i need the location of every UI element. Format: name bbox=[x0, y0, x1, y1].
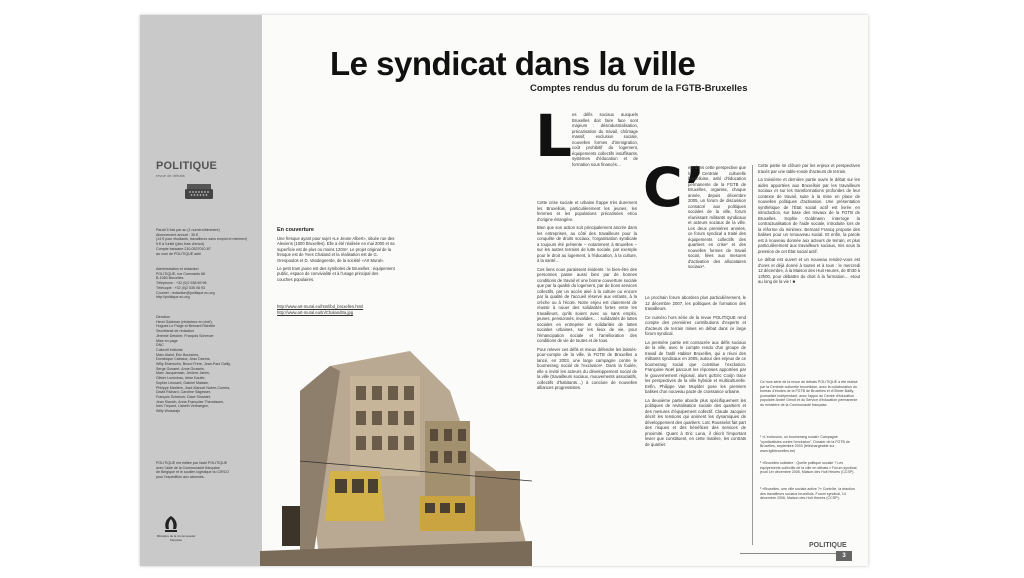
col1-paragraph-2: Cette crise sociale et urbaine frappe très durement les Bruxellois, particulièrement les jeunes, les femmes et les populations précarisées et/ou d'origine étrangère. bbox=[537, 200, 637, 222]
sidebar bbox=[140, 15, 262, 566]
article-col2-intro: est dans cette perspective que la Centrale culturelle bruxelloise, asbl d'éducation permanente de la FGTB de Bruxelles, organise, chaque année, depuis décembre 2005, un forum de discussion consacré aux politiques sociales de la ville, forum réunissant militants syndicaux et acteurs sociaux de la ville. Les deux premières années, ce forum syndical a traité des équipements collectifs des quartiers en crise² et des nouvelles formes de travail social, liées aux mesures d'activation des allocataires sociaux³. bbox=[688, 165, 746, 269]
article-col3 bbox=[758, 163, 860, 288]
subscription-info: Paraît 5 fois par an (1 numéro/bimestre) Abonnement annuel : 30 € (14 € pour étudiants, travailleurs sans emploi et minimex) 5 € à l'unité (plus frais d'envoi) Compte bancaire 210-0537010-87 au nom de POLITIQUE asbl bbox=[156, 228, 248, 256]
cover-link-1[interactable]: http://www.art-mural.eu/html/bd_bruxelles.html bbox=[277, 304, 364, 309]
cover-caption-p1: Une fresque ayant pour sujet «Le Jeune Albert», située rue des Alexiens (1000 Bruxelles). Elle a été réalisée en mai 2000 et sa superficie est de plus ou moins 120m². Le projet original de la fresque est de Yves Chaland et la réalisation est de G. Oreopoulos et D. Vandegeerde, de la société «Art Mural». bbox=[277, 236, 395, 263]
publisher-note: POLITIQUE est éditée par l'asbl POLITIQUE avec l'aide de la Communauté française de Belgique et le soutien logistique du CIRCO pour l'expédition aux abonnés. bbox=[156, 461, 230, 480]
mural-illustration bbox=[260, 331, 532, 566]
col3-paragraph-2: La troisième et dernière partie ouvre le débat sur les aides apportées aux Bruxellois par les travailleurs sociaux et sur les transformations profondes de leur contexte de travail, suite à la mise en place de nouvelles politiques d'activation. Une présentation synthétique de l'État social actif est livrée en introduction, sur base des travaux de la FGTB de Bruxelles. Sophie Goldmann interroge la contractualisation de l'aide sociale, introduite lors de la réforme du minimex. Bernard Francq propose des balises pour un renouveau social. Et enfin, la parole est à nouveau donnée aux acteurs de terrain, et plus particulièrement aux travailleurs sociaux, mis sous la pression de cet État social actif. bbox=[758, 177, 860, 254]
production-note: Ce hors série de la revue de débats POLITIQUE a été réalisé par la Centrale culturelle bruxelloise, avec la collaboration du bureau d'études de la FGTB de Bruxelles et d'Olivier Bailly, journaliste indépendant, avec l'appui du Centre d'éducation populaire André Genot et du Service d'éducation permanente du ministère de la Communauté française. bbox=[760, 380, 858, 407]
typewriter-icon bbox=[184, 182, 214, 202]
col2-paragraph-2: Le prochain forum abordera plus particulièrement, le 12 décembre 2007, les politiques de formation des travailleurs. bbox=[645, 295, 746, 311]
cover-caption-title: En couverture bbox=[277, 227, 314, 233]
dropcap-c: C’ bbox=[643, 156, 706, 219]
magazine-page bbox=[140, 15, 868, 566]
dropcap-l: L bbox=[535, 102, 572, 170]
footnote-1: ¹ «L'exclusion, un boomerang social» Campagne "syndicalistes contre l'exclusion", Dossier de la FGTB de Bruxelles, septembre 2003 (téléchargeable sur www.fgtbbruxelles.be) bbox=[760, 435, 850, 453]
footnote-3: ³ «Bruxelles, une ville sociale active ?» Contrôle, la réaction des travailleurs sociaux bruxellois. Forum syndical, 14 décembre 2006, Maison des Huit Heures (CCSP). bbox=[760, 487, 855, 501]
footer-rule bbox=[740, 553, 836, 554]
article-col2 bbox=[645, 295, 746, 450]
administration-info: Administration et rédaction POLITIQUE, rue Coenraets 68 B-1060 Bruxelles Téléphone : +32 (0)2 538 69 96 Télécopie : +32 (0)2 535 06 93 Courriel : redaction@politique.eu.org http://politique.eu.org bbox=[156, 267, 215, 300]
col1-paragraph-4: Ces liens nous paraissent évidents : le bien-être des personnes passe aussi bien par de bonnes conditions de travail et une bonne couverture sociale que par la qualité du logement, par de bons services collectifs, par un accès aisé à la culture ou encore par la qualité de l'accueil réservé aux enfants, à la crèche ou à l'école. Notre enjeu est clairement de réussir à nouer des solidarités fortes entre les travailleurs, qu'ils soient avec ou sans emploi, jeunes, pensionnés, invalides… : solidarités de luttes sociales en entreprise et solidarités de luttes sociales urbaines, sur les lieux de vie, pour l'émancipation sociale et l'amélioration des conditions de vie de toutes et de tous. bbox=[537, 266, 637, 343]
footnote-2: ² «Bruxelles solidaire : Quelle politique sociale ? Les équipements collectifs de la ville en débats.» Forum syndical, jeudi 1er décembre 2005, Maison des Huit Heures (CCSP). bbox=[760, 461, 858, 475]
col2-paragraph-5: La deuxième partie aborde plus spécifiquement les politiques de revitalisation sociale des quartiers et des mesures d'équipement collectif. Claude Jacquier décrit les tensions qui animent les dynamiques de développement des quartiers. Loïc Rousselot fait part des risques et des bénéfices des services de proximité. Quant à Eric Luna, il décrit l'important levier que constituent, en cette matière, les contrats de quartier. bbox=[645, 397, 746, 447]
cover-caption-p2: Le petit tram jaune est des symboles de Bruxelles : équipement public, espace de convivialité et à l'usage principal des couches populaires. bbox=[277, 266, 395, 282]
col3-paragraph-3: Le débat est ouvert et un nouveau rendez-vous est d'ores et déjà donné à toutes et à tous : le mercredi 12 décembre, à la Maison des Huit Heures, de 8h30 à 13h00, pour débattre du droit à la formation… etout au long de la vie ! ■ bbox=[758, 257, 860, 284]
col2-paragraph-4: La première partie est consacrée aux défis sociaux de la ville, avec le compte rendu d'un groupe de travail de l'asbl Habiter Bruxelles, qui a réuni des militants syndicaux en 2005, autour des enjeux de ce boomerang social que constitue l'exclusion. Françoise Noël parcourt les réponses apportées par le gouvernement régional, alors qu'Eric Corijn trace les perspectives de la ville hybride et multiculturelle. Enfin, Philippe Van Muylder pose les premiers balises d'un nouveau pacte de croissance urbaine. bbox=[645, 339, 746, 394]
ministry-logo-text: Ministère de la Communauté française bbox=[156, 534, 196, 542]
cover-link-2[interactable]: http://www.art-mural.eu/tn/Chalandtra.jpg bbox=[277, 310, 354, 315]
col1-paragraph-5: Pour relever ces défis et mieux défendre les laissés-pour-compte de la ville, la FGTB de Bruxelles a lancé, en 2003, une large campagne contre le boomerang social de l'exclusion¹. Dans la foulée, elle a invité les acteurs du développement social de la ville (travailleurs sociaux, mouvements associatifs, collectifs d'habitants…) à conclure de nouvelles alliances progressistes. bbox=[537, 346, 637, 390]
page-number: 3 bbox=[836, 551, 852, 561]
col3-paragraph-1: Cette partie se clôture par les enjeux et perspectives tracés par une table-ronde d'acteurs de terrain. bbox=[758, 163, 860, 174]
sidebar-brand: POLITIQUE bbox=[156, 160, 218, 172]
col1-paragraph-3: Bien que son action soit principalement ancrée dans les entreprises, au côté des travailleurs pour la conquête de droits sociaux, l'organisation syndicale a toujours été présente – notamment à Bruxelles – sur les autres terrains de lutte sociale, par exemple pour le droit au logement, à l'éducation, à la culture, à la santé… bbox=[537, 225, 637, 263]
cover-caption-text bbox=[277, 236, 395, 282]
page-subtitle: Comptes rendus du forum de la FGTB-Bruxelles bbox=[530, 83, 748, 94]
footer-brand: POLITIQUE bbox=[809, 542, 847, 549]
col2-paragraph-3: Ce numéro hors série de la revue POLITIQUE rend compte des premières contributions d'experts et d'acteurs de terrain mises en débat dans ce large forum syndical. bbox=[645, 314, 746, 336]
column-divider bbox=[752, 165, 753, 545]
article-col1-intro: es défis sociaux auxquels Bruxelles doit faire face sont majeurs : désindustrialisation, précarisation du travail, chômage massif, exclusion sociale, nouvelles formes d'immigration, coût prohibitif du logement, équipements collectifs insuffisants, systèmes d'éducation et de formation sous financés… bbox=[572, 112, 638, 167]
page-title: Le syndicat dans la ville bbox=[330, 45, 696, 82]
sidebar-brand-subtitle: revue de débats bbox=[156, 173, 185, 178]
editorial-team: Direction Henri Goldman (rédacteur en chef), Hugues Le Paige et Bernard Richelle Secrétariat de rédaction Jérémie Detober, François Schreuer Mise en page DNC Collectif éditorial Marc Alaluf, Éric Boursiers, Dominique Cabiaux, Jean Daems, Willy Estersohn, Bruno Frère, Jean-Paul Gailly, Serge Govaert, Anne Gruwels, Marc Jacquemain, Jérôme Jamin, Olivier Lumineau, Irène Kaufer, Sophie Léonard, Gabriel Maissin, Philippe Marlière, José-Manuel Nobre-Correia, David Richard, Caroline Sägesser, François Schreuer, Dave Sinardet, Jean Slavich, Anne-Françoise Theunissen, Inès Trépant, Lisbeth Verhaegen, Willy Wolsztajn bbox=[156, 315, 231, 414]
article-col1 bbox=[537, 200, 637, 394]
ministry-logo bbox=[160, 515, 182, 533]
